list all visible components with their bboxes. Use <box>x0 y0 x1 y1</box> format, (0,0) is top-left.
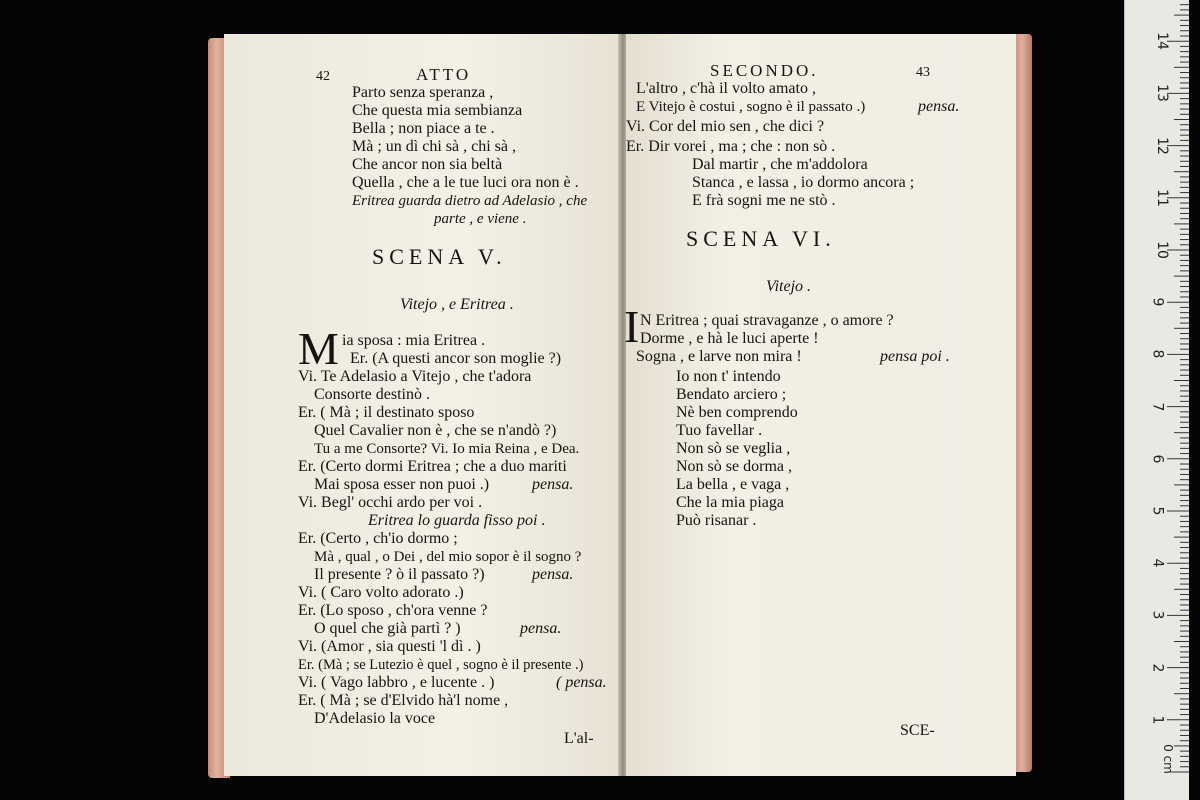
dialogue-line: E Vitejo è costui , sogno è il passato .) <box>636 99 866 115</box>
stage-direction: Eritrea guarda dietro ad Adelasio , che <box>352 193 588 209</box>
dialogue-line: Tu a me Consorte? Vi. Io mia Reina , e Dea. <box>314 441 580 457</box>
dialogue-line: Mai sposa esser non puoi .) <box>314 476 490 493</box>
ruler-unit-label: 0 cm <box>1160 744 1175 774</box>
ruler-number: 9 <box>1149 297 1166 307</box>
dialogue-line: Vi. ( Caro volto adorato .) <box>298 584 464 601</box>
running-head: SECONDO. <box>710 61 819 80</box>
verse-line: N Eritrea ; quai stravaganze , o amore ? <box>640 312 894 329</box>
dialogue-line: Stanca , e lassa , io dormo ancora ; <box>692 174 915 191</box>
ruler-number: 8 <box>1149 349 1166 359</box>
dialogue-line: L'altro , c'hà il volto amato , <box>636 80 816 97</box>
scene-title: SCENA V. <box>372 244 507 269</box>
dialogue-line: Vi. ( Vago labbro , e lucente . ) <box>298 674 495 691</box>
dialogue-line: Vi. Cor del mio sen , che dici ? <box>626 118 825 135</box>
dialogue-line: Dal martir , che m'addolora <box>692 156 868 173</box>
ruler-number: 2 <box>1149 663 1166 673</box>
dialogue-line: D'Adelasio la voce <box>314 710 436 727</box>
scene-characters: Vitejo , e Eritrea . <box>400 296 514 313</box>
dialogue-line: Er. (Certo dormi Eritrea ; che a duo mariti <box>298 458 567 475</box>
ruler-number: 10 <box>1153 241 1170 259</box>
marginal-pensa: pensa. <box>532 566 574 583</box>
dialogue-line: ia sposa : mia Eritrea . <box>342 332 486 349</box>
marginal-pensa: pensa. <box>520 620 562 637</box>
page-number: 43 <box>916 65 930 80</box>
marginal-pensa-poi: pensa poi . <box>880 348 950 365</box>
marginal-pensa: pensa. <box>532 476 574 493</box>
verse-line: Non sò se veglia , <box>676 440 791 457</box>
ruler-number: 5 <box>1149 506 1166 516</box>
scene-characters: Vitejo . <box>766 278 812 295</box>
verse-line: Io non t' intendo <box>676 368 781 385</box>
dialogue-line: Vi. Begl' occhi ardo per voi . <box>298 494 483 511</box>
dialogue-line: Er. (Lo sposo , ch'ora venne ? <box>298 602 488 619</box>
text-line: Che ancor non sia beltà <box>352 156 503 173</box>
dialogue-line: Quel Cavalier non è , che se n'andò ?) <box>314 422 557 439</box>
ruler-number: 1 <box>1149 715 1166 725</box>
stage-direction: parte , e viene . <box>434 211 527 227</box>
right-page <box>626 34 1016 776</box>
dialogue-line: Er. (A questi ancor son moglie ?) <box>350 350 562 367</box>
ruler-number: 6 <box>1149 454 1166 464</box>
drop-cap: M <box>298 323 339 374</box>
measuring-ruler <box>1124 0 1189 800</box>
text-line: Parto senza speranza , <box>352 84 494 101</box>
scene-title: SCENA VI. <box>686 226 836 251</box>
ruler-ticks <box>1125 0 1189 800</box>
marginal-pensa: pensa. <box>918 98 960 115</box>
verse-line: Che la mia piaga <box>676 494 784 511</box>
text-line: Mà ; un dì chi sà , chi sà , <box>352 138 516 155</box>
drop-cap: I <box>624 301 640 352</box>
dialogue-line: Consorte destinò . <box>314 386 430 403</box>
verse-line: Tuo favellar . <box>676 422 763 439</box>
dialogue-line: Er. (Certo , ch'io dormo ; <box>298 530 458 547</box>
dialogue-line: Er. ( Mà ; il destinato sposo <box>298 404 475 421</box>
ruler-number: 3 <box>1149 610 1166 620</box>
verse-line: Bendato arciero ; <box>676 386 787 403</box>
dialogue-line: Il presente ? ò il passato ?) <box>314 566 485 583</box>
open-book <box>208 28 1032 780</box>
ruler-number: 7 <box>1149 402 1166 412</box>
ruler-number: 4 <box>1149 558 1166 568</box>
dialogue-line: O quel che già partì ? ) <box>314 620 461 637</box>
verse-line: Dorme , e hà le luci aperte ! <box>640 330 819 347</box>
ruler-number: 13 <box>1153 84 1170 103</box>
text-line: Quella , che a le tue luci ora non è . <box>352 174 579 191</box>
running-head: ATTO <box>416 65 472 84</box>
verse-line: La bella , e vaga , <box>676 476 790 493</box>
left-page <box>224 34 622 776</box>
dialogue-line: Mà , qual , o Dei , del mio sopor è il sogno ? <box>314 549 582 565</box>
dialogue-line: Er. Dir vorei , ma ; che : non sò . <box>626 138 836 155</box>
page-number: 42 <box>316 69 330 84</box>
verse-line: Può risanar . <box>676 512 757 529</box>
verse-line: Non sò se dorma , <box>676 458 792 475</box>
catchword: SCE- <box>900 722 935 739</box>
text-line: Che questa mia sembianza <box>352 102 523 119</box>
dialogue-line: Er. (Mà ; se Lutezio è quel , sogno è il presente .) <box>298 657 584 673</box>
verse-line: Sogna , e larve non mira ! <box>636 348 802 365</box>
dialogue-line: E frà sogni me ne stò . <box>692 192 836 209</box>
text-line: Bella ; non piace a te . <box>352 120 495 137</box>
ruler-number: 12 <box>1153 136 1170 155</box>
stage-direction: Eritrea lo guarda fisso poi . <box>368 512 546 529</box>
ruler-number: 11 <box>1153 188 1170 207</box>
ruler-number: 14 <box>1153 32 1170 51</box>
marginal-pensa: ( pensa. <box>556 674 607 691</box>
catchword: L'al- <box>564 730 594 747</box>
dialogue-line: Vi. Te Adelasio a Vitejo , che t'adora <box>298 368 532 385</box>
dialogue-line: Vi. (Amor , sia questi 'l dì . ) <box>298 638 481 655</box>
verse-line: Nè ben comprendo <box>676 404 798 421</box>
dialogue-line: Er. ( Mà ; se d'Elvido hà'l nome , <box>298 692 509 709</box>
